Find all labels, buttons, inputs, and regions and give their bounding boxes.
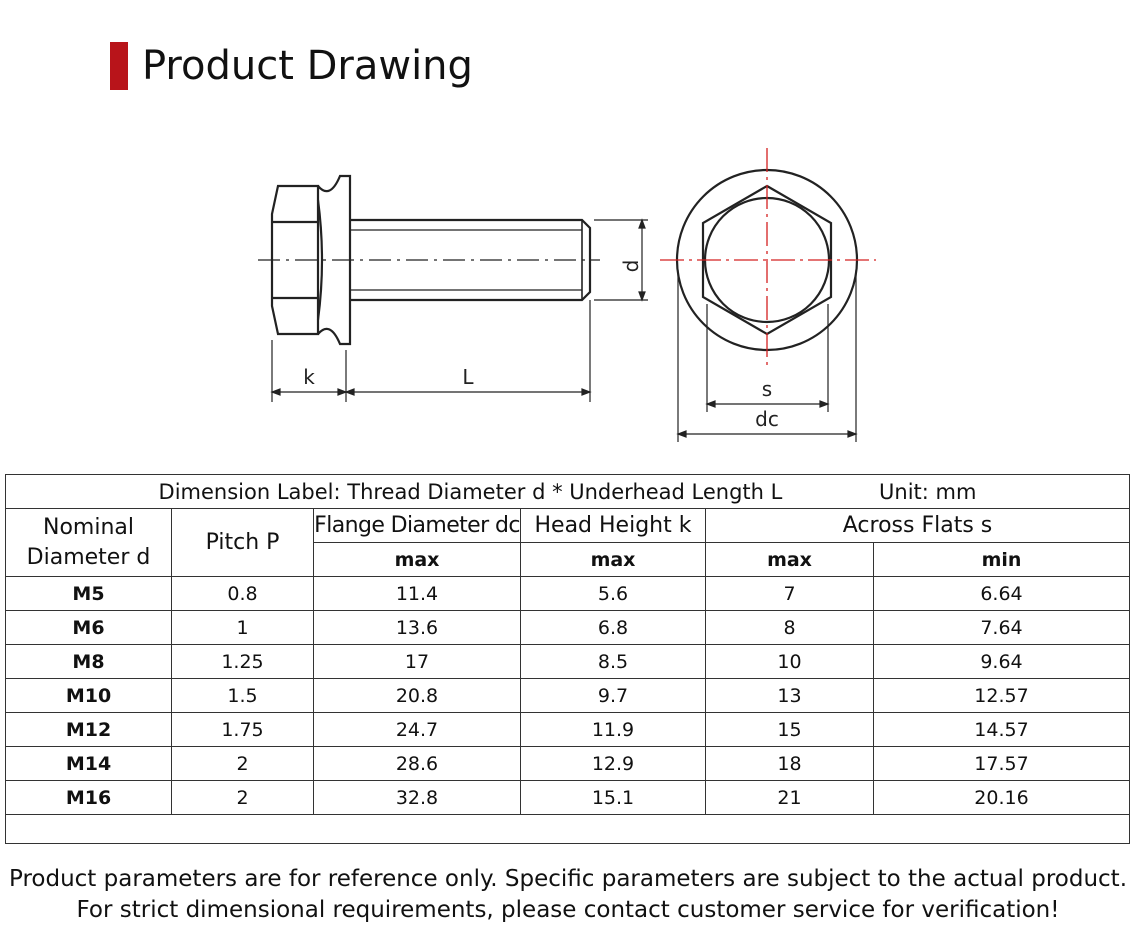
table-footer-row	[6, 815, 1130, 844]
table-row	[6, 713, 1130, 747]
cell-k-max: 6.8	[521, 611, 706, 645]
cell-s-min: 20.16	[874, 781, 1130, 815]
cell-s-max: 18	[706, 747, 874, 781]
label-L: L	[462, 365, 474, 389]
cell-pitch: 1	[172, 611, 314, 645]
caption-unit: Unit: mm	[879, 479, 977, 504]
cell-nominal: M6	[6, 611, 172, 645]
cell-s-max: 10	[706, 645, 874, 679]
cell-pitch: 2	[172, 781, 314, 815]
cell-s-min: 12.57	[874, 679, 1130, 713]
cell-s-min: 17.57	[874, 747, 1130, 781]
cell-pitch: 1.25	[172, 645, 314, 679]
table-footer-cell	[6, 815, 1130, 844]
cell-nominal: M14	[6, 747, 172, 781]
accent-bar	[110, 42, 128, 90]
cell-s-min: 14.57	[874, 713, 1130, 747]
header-pitch: Pitch P	[172, 509, 314, 577]
cell-nominal: M5	[6, 577, 172, 611]
cell-k-max: 9.7	[521, 679, 706, 713]
cell-pitch: 0.8	[172, 577, 314, 611]
page-title: Product Drawing	[142, 43, 473, 89]
cell-k-max: 11.9	[521, 713, 706, 747]
table-caption-row	[6, 475, 1130, 509]
table-row	[6, 645, 1130, 679]
table-row	[6, 747, 1130, 781]
cell-s-min: 9.64	[874, 645, 1130, 679]
caption-dimension-label: Dimension Label: Thread Diameter d * Underhead Length L	[158, 479, 783, 504]
subheader-across-min: min	[874, 543, 1130, 577]
label-dc: dc	[755, 407, 779, 431]
label-k: k	[303, 365, 315, 389]
cell-s-max: 15	[706, 713, 874, 747]
cell-dc-max: 20.8	[314, 679, 521, 713]
cell-s-max: 8	[706, 611, 874, 645]
cell-dc-max: 17	[314, 645, 521, 679]
subheader-flange-max: max	[314, 543, 521, 577]
cell-dc-max: 11.4	[314, 577, 521, 611]
cell-dc-max: 24.7	[314, 713, 521, 747]
label-d: d	[619, 259, 643, 273]
table-row	[6, 577, 1130, 611]
cell-k-max: 12.9	[521, 747, 706, 781]
disclaimer-note: Product parameters are for reference only. Specific parameters are subject to the actual product.	[8, 866, 1127, 892]
cell-nominal: M8	[6, 645, 172, 679]
table-row	[6, 781, 1130, 815]
cell-s-max: 21	[706, 781, 874, 815]
cell-k-max: 8.5	[521, 645, 706, 679]
header-head: Head Height k	[521, 509, 706, 543]
cell-k-max: 5.6	[521, 577, 706, 611]
label-s: s	[761, 377, 773, 401]
header-flange: Flange Diameter dc	[314, 509, 521, 543]
section-header	[110, 42, 473, 90]
header-across: Across Flats s	[706, 509, 1130, 543]
cell-s-min: 6.64	[874, 577, 1130, 611]
header-row	[6, 509, 1130, 543]
cell-s-max: 13	[706, 679, 874, 713]
cell-nominal: M16	[6, 781, 172, 815]
cell-dc-max: 32.8	[314, 781, 521, 815]
cell-s-max: 7	[706, 577, 874, 611]
subheader-head-max: max	[521, 543, 706, 577]
cell-k-max: 15.1	[521, 781, 706, 815]
cell-s-min: 7.64	[874, 611, 1130, 645]
header-nominal: Nominal Diameter d	[6, 509, 172, 577]
bolt-drawing	[0, 130, 1136, 450]
subheader-across-max: max	[706, 543, 874, 577]
cell-nominal: M10	[6, 679, 172, 713]
cell-pitch: 1.5	[172, 679, 314, 713]
table-caption	[6, 475, 1130, 509]
contact-note: For strict dimensional requirements, please contact customer service for verification!	[76, 897, 1060, 923]
centerlines	[660, 148, 876, 370]
cell-nominal: M12	[6, 713, 172, 747]
table-row	[6, 679, 1130, 713]
table-row	[6, 611, 1130, 645]
cell-pitch: 1.75	[172, 713, 314, 747]
cell-dc-max: 28.6	[314, 747, 521, 781]
spec-table	[5, 474, 1130, 844]
cell-pitch: 2	[172, 747, 314, 781]
cell-dc-max: 13.6	[314, 611, 521, 645]
